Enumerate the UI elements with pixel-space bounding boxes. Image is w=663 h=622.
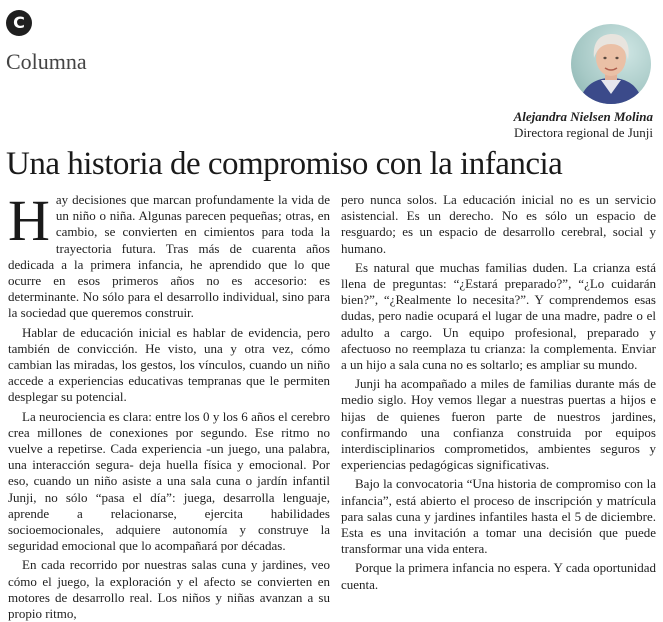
article-paragraph: pero nunca solos. La educación inicial no es un servicio asistencial. Es un derecho. No es sólo un espacio de resguardo; es un espacio de desarrollo cerebral, social y humano. — [341, 192, 656, 256]
article-paragraph: Porque la primera infancia no espera. Y cada oportunidad cuenta. — [341, 560, 656, 592]
article-headline: Una historia de compromiso con la infancia — [6, 146, 563, 182]
section-label: Columna — [6, 49, 87, 74]
drop-cap: H — [8, 188, 50, 253]
article-paragraph: Es natural que muchas familias duden. La crianza está llena de preguntas: “¿Estará preparado?”, “¿Lo cuidarán bien?”, “¿Realmente lo necesita?”. Y comprendemos esas dudas, pero nadie ocupará el lugar de una madre, padre o el adulto a cargo. Un equipo profesional, preparado y afectuoso no reemplaza tu crianza: la complementa. Enviar a un hijo a sala cuna no es soltarlo; es ampliar su mundo. — [341, 259, 656, 373]
author-role: Directora regional de Junji — [514, 125, 653, 140]
article-paragraph: En cada recorrido por nuestras salas cuna y jardines, veo cómo el juego, la exploración y el afecto se convierten en motores de desarrollo real. Los niños y niñas avanzan a su propio ritmo, — [8, 557, 330, 622]
article-paragraph: Hay decisiones que marcan profundamente la vida de un niño o niña. Algunas parecen pequeñas; otras, en cambio, se convierten en cimientos para toda la trayectoria futura. Tras más de cuarenta años dedicada a la primera infancia, he aprendido que lo que ocurre en esos primeros años no es accesorio: es determinante. No sólo para el desarrollo individual, sino para la sociedad que queremos construir. — [8, 188, 330, 321]
article-paragraph: Hablar de educación inicial es hablar de evidencia, pero también de convicción. He visto, una y otra vez, cómo cambian las miradas, los gestos, los vínculos, cuando un niño accede a experiencias educativas tempranas que le permiten desplegar su potencial. — [8, 324, 330, 405]
article-paragraph: Junji ha acompañado a miles de familias durante más de medio siglo. Hoy vemos llegar a nuestras puertas a hijos e hijas de quienes fueron parte de nuestros jardines, confirmando una confianza construida por equipos interdisciplinarios comprometidos, ambientes seguros y experiencias pedagógicas significativas. — [341, 376, 656, 473]
author-portrait-icon — [571, 24, 651, 104]
author-byline — [514, 109, 653, 141]
author-name: Alejandra Nielsen Molina — [513, 109, 653, 124]
article-column-left — [8, 188, 330, 622]
article-paragraph: La neurociencia es clara: entre los 0 y los 6 años el cerebro crea millones de conexiones por segundo. Ese ritmo no vuelve a repetirse. Cada experiencia -un juego, una palabra, una interacción segura- deja huella física y emocional. Por eso, cuando un niño asiste a una sala cuna o jardín infantil Junji, no sólo “pasa el día”: juega, desarrolla lenguaje, aprende a relacionarse, ejercita habilidades socioemocionales, adquiere autonomía y construye la seguridad emocional que lo acompañará por décadas. — [8, 408, 330, 554]
article-paragraph: Bajo la convocatoria “Una historia de compromiso con la infancia”, está abierto el proceso de inscripción y matrícula para salas cuna y jardines infantiles hasta el 5 de diciembre. Esta es una invitación a tomar una decisión que puede transformar una vida entera. — [341, 476, 656, 557]
article-column-right — [341, 192, 656, 593]
section-badge: C — [6, 10, 32, 36]
author-photo — [571, 24, 651, 104]
